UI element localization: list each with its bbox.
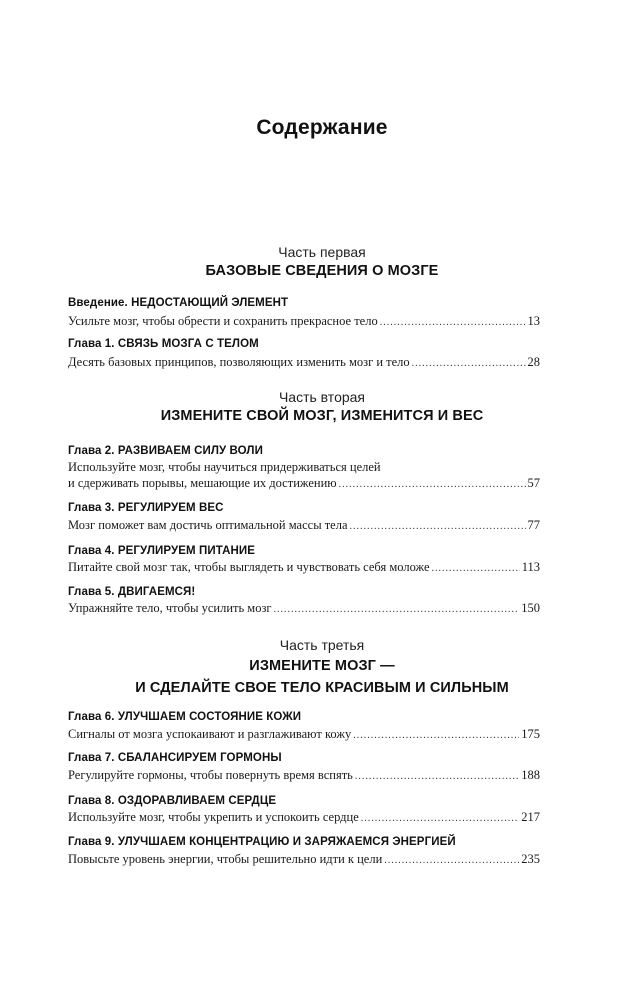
toc-entry-desc-line[interactable] — [68, 460, 540, 476]
toc-entry-line[interactable] — [68, 810, 540, 826]
toc-entry-desc: Питайте свой мозг так, чтобы выглядеть и чувствовать себя моложе — [68, 560, 430, 574]
toc-page-number: 77 — [527, 518, 540, 532]
toc-entry-desc: Десять базовых принципов, позволяющих изменить мозг и тело — [68, 355, 410, 369]
toc-entry-line[interactable] — [68, 476, 540, 492]
dot-leader — [432, 563, 520, 574]
dot-leader — [339, 479, 526, 490]
toc-entry-line[interactable] — [68, 727, 540, 743]
toc-entry-title[interactable]: Глава 8. ОЗДОРАВЛИВАЕМ СЕРДЦЕ — [68, 795, 277, 807]
part-1-label: Часть первая — [278, 244, 366, 260]
toc-entry-desc: Сигналы от мозга успокаивают и разглаживают кожу — [68, 727, 352, 741]
toc-entry-title[interactable]: Глава 5. ДВИГАЕМСЯ! — [68, 586, 196, 598]
toc-entry-desc: Мозг поможет вам достичь оптимальной массы тела — [68, 518, 348, 532]
part-2-title: ИЗМЕНИТЕ СВОЙ МОЗГ, ИЗМЕНИТСЯ И ВЕС — [160, 408, 484, 424]
toc-entry-line[interactable] — [68, 314, 540, 330]
toc-entry-desc: Упражняйте тело, чтобы усилить мозг — [68, 601, 272, 615]
toc-entry-line[interactable] — [68, 355, 540, 371]
toc-entry-title[interactable]: Глава 1. СВЯЗЬ МОЗГА С ТЕЛОМ — [68, 338, 259, 350]
dot-leader — [355, 771, 519, 782]
toc-page-number: 217 — [521, 810, 540, 824]
dot-leader — [384, 855, 519, 866]
toc-page-number: 235 — [521, 852, 540, 866]
toc-entry-title[interactable]: Введение. НЕДОСТАЮЩИЙ ЭЛЕМЕНТ — [68, 297, 289, 309]
dot-leader — [274, 604, 520, 615]
toc-entry-title[interactable]: Глава 4. РЕГУЛИРУЕМ ПИТАНИЕ — [68, 545, 256, 557]
toc-page-number: 150 — [521, 601, 540, 615]
page-title: Содержание — [256, 116, 388, 139]
toc-page-number: 113 — [521, 560, 540, 574]
toc-entry-desc: и сдерживать порывы, мешающие их достижению — [68, 476, 337, 490]
part-3-title-line-1: ИЗМЕНИТЕ МОЗГ — — [249, 658, 395, 674]
part-1-title: БАЗОВЫЕ СВЕДЕНИЯ О МОЗГЕ — [205, 263, 439, 279]
dot-leader — [361, 813, 519, 824]
toc-page-number: 28 — [527, 355, 540, 369]
toc-entry-title[interactable]: Глава 2. РАЗВИВАЕМ СИЛУ ВОЛИ — [68, 445, 263, 457]
toc-entry-line[interactable] — [68, 518, 540, 534]
part-3-title-line-2: И СДЕЛАЙТЕ СВОЕ ТЕЛО КРАСИВЫМ И СИЛЬНЫМ — [135, 680, 509, 696]
toc-entry-line[interactable] — [68, 852, 540, 868]
toc-entry-line[interactable] — [68, 768, 540, 784]
toc-entry-line[interactable] — [68, 601, 540, 617]
toc-entry-title[interactable]: Глава 9. УЛУЧШАЕМ КОНЦЕНТРАЦИЮ И ЗАРЯЖАЕМСЯ ЭНЕРГИЕЙ — [68, 836, 456, 848]
part-3-label: Часть третья — [279, 637, 365, 653]
dot-leader — [412, 358, 526, 369]
toc-entry-desc: Регулируйте гормоны, чтобы повернуть время вспять — [68, 768, 353, 782]
toc-entry-title[interactable]: Глава 7. СБАЛАНСИРУЕМ ГОРМОНЫ — [68, 752, 282, 764]
toc-entry-desc: Используйте мозг, чтобы научиться придерживаться целей — [68, 460, 381, 474]
toc-page-number: 175 — [521, 727, 540, 741]
toc-page-number: 57 — [527, 476, 540, 490]
part-2-label: Часть вторая — [278, 389, 366, 405]
toc-page-number: 13 — [527, 314, 540, 328]
toc-entry-desc: Повысьте уровень энергии, чтобы решительно идти к цели — [68, 852, 383, 866]
toc-entry-title[interactable]: Глава 6. УЛУЧШАЕМ СОСТОЯНИЕ КОЖИ — [68, 711, 302, 723]
toc-page-number: 188 — [521, 768, 540, 782]
dot-leader — [380, 317, 526, 328]
toc-entry-desc: Усильте мозг, чтобы обрести и сохранить прекрасное тело — [68, 314, 378, 328]
toc-entry-title[interactable]: Глава 3. РЕГУЛИРУЕМ ВЕС — [68, 502, 224, 514]
dot-leader — [350, 521, 526, 532]
dot-leader — [353, 730, 519, 741]
toc-entry-desc: Используйте мозг, чтобы укрепить и успокоить сердце — [68, 810, 359, 824]
toc-entry-line[interactable] — [68, 560, 540, 576]
